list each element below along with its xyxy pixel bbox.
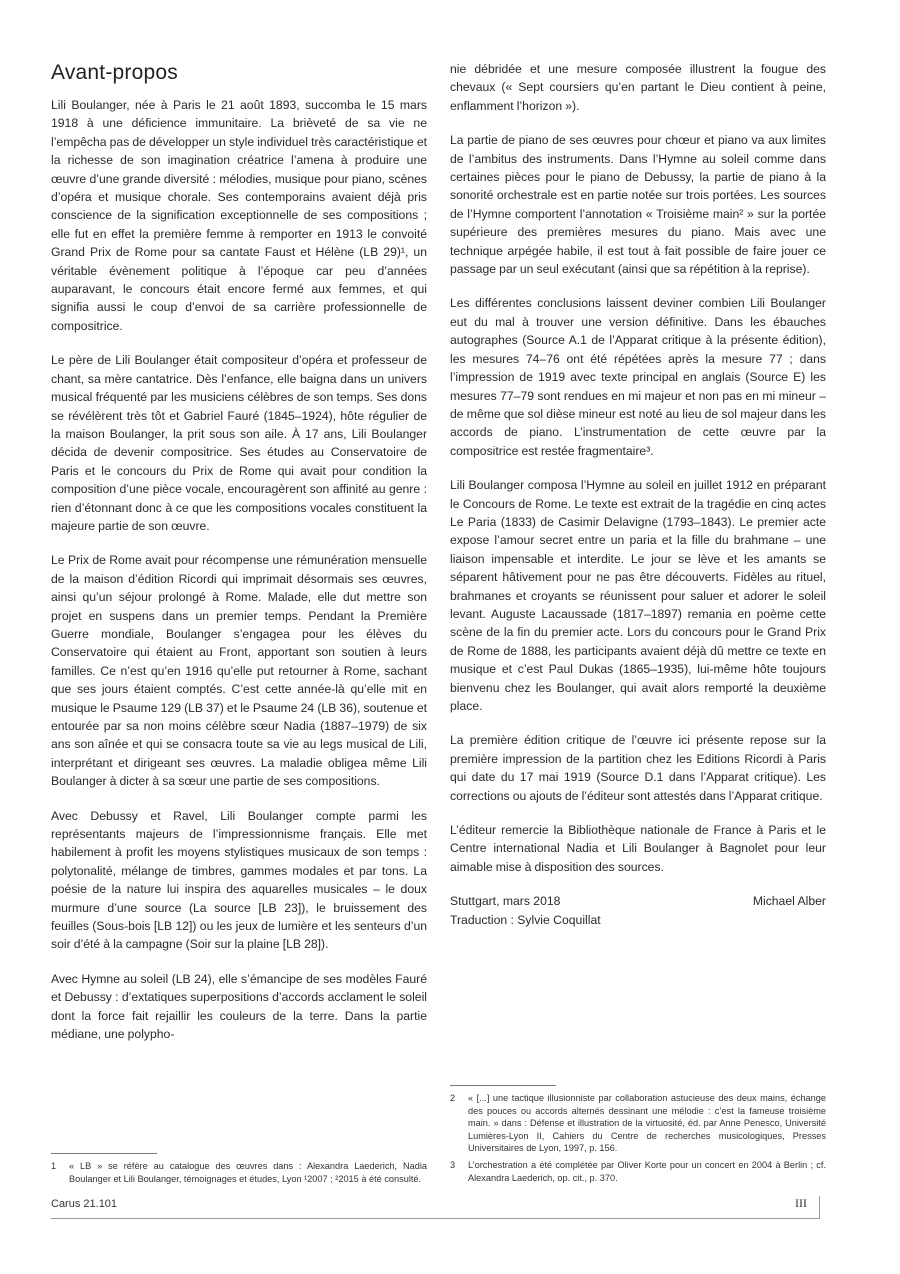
- paragraph: L’éditeur remercie la Bibliothèque nationale de France à Paris et le Centre international Nadia et Lili Boulanger à Bagnolet pour leur aimable mise à disposition des sources.: [450, 823, 826, 874]
- footnote-number: 1: [51, 1161, 57, 1171]
- footnote: [51, 1160, 427, 1185]
- footnote-text: L’orchestration a été complétée par Oliver Korte pour un concert en 2004 à Berlin ; cf. Alexandra Laederich, op. cit., p. 370.: [468, 1159, 826, 1183]
- paragraph: Avec Debussy et Ravel, Lili Boulanger compte parmi les représentants majeurs de l’impressionnisme français. Elle met habilement à profit les moyens stylistiques musicaux de son temps : polytonalité, mélange de timbres, gammes modales et par tons. La poésie de la nature lui inspira des aquarelles musicales – le doux murmure d’une source (La source [LB 23]), le bruissement des feuilles (Sous-bois [LB 12]) ou les jeux de lumière et les senteurs d’un soir d’été à la campagne (Soir sur la plaine [LB 28]).: [51, 808, 427, 952]
- footnote: [450, 1159, 826, 1184]
- footnote-rule-right: [450, 1085, 556, 1086]
- right-column: [450, 60, 826, 929]
- paragraph: Les différentes conclusions laissent deviner combien Lili Boulanger eut du mal à trouver une version définitive. Dans les ébauches autographes (Source A.1 de l’Apparat critique à la présente édition), les mesures 74–76 ont été répétées après la mesure 77 ; dans l’impression de 1919 avec texte principal en anglais (Source E) les mesures 77–79 sont rendues en mi majeur et non pas en mi mineur – de même que sol dièse mineur est noté au lieu de sol majeur dans les accords de piano. L’instrumentation de cette œuvre par la compositrice est restée fragmentaire³.: [450, 296, 826, 458]
- footnotes-right: [450, 1092, 826, 1188]
- paragraph: Le Prix de Rome avait pour récompense une rémunération mensuelle de la maison d’édition Ricordi qui imprimait désormais ses œuvres, ainsi qu’un séjour prolongé à Rome. Malade, elle dut mettre son projet en suspens dans un premier temps. Pendant la Première Guerre mondiale, Boulanger s’engagea pour les élèves du Conservatoire qui étaient au Front, apportant son soutien à leurs familles. Ce n’est qu’en 1916 qu’elle put retourner à Rome, sachant que ses jours étaient comptés. C’est cette année-là qu’elle mit en musique le Psaume 129 (LB 37) et le Psaume 24 (LB 36), soutenue et entourée par sa non moins célèbre sœur Nadia (1887–1979) de six ans son aînée et qui se consacra toute sa vie au legs musical de Lili, interprétant et dirigeant ses œuvres. La maladie obligea même Lili Boulanger à dicter à sa sœur une partie de ses compositions.: [51, 553, 427, 789]
- left-column: [51, 60, 427, 1060]
- footnote-number: 3: [450, 1159, 456, 1170]
- signature-line: [450, 892, 826, 910]
- signature-author: Michael Alber: [752, 894, 826, 909]
- footer-catalog: Carus 21.101: [51, 1198, 118, 1210]
- footnotes-left: [51, 1160, 427, 1189]
- footnote-number: 2: [450, 1093, 456, 1103]
- paragraph: nie débridée et une mesure composée illustrent la fougue des chevaux (« Sept coursiers qu’en partant le Dieu contient à peine, enflamment l’horizon »).: [450, 62, 826, 113]
- footnote-text: « LB » se réfère au catalogue des œuvres dans : Alexandra Laederich, Nadia Boulanger et Lili Boulanger, témoignages et études, Lyon ¹2007 ; ²2015 à été consulté.: [69, 1161, 427, 1184]
- signature-translation: Traduction : Sylvie Coquillat: [450, 912, 601, 927]
- paragraph: Lili Boulanger composa l’Hymne au soleil en juillet 1912 en préparant le Concours de Rome. Le texte est extrait de la tragédie en cinq actes Le Paria (1833) de Casimir Delavigne (1793–1843). Le premier acte expose l’amour secret entre un paria et la fille du brahmane – une liaison impensable et interdite. Le jour se lève et les amants se séparent hâtivement pour ne pas être découverts. Fidèles au rituel, brahmanes et croyants se réunissent pour saluer et adorer le soleil levant. Auguste Lacaussade (1817–1897) remania en poème cette scène de la fin du premier acte. Lors du concours pour le Grand Prix de Rome de 1888, les participants avaient déjà dû mettre ce texte en musique et c’est Paul Dukas (1865–1935), lui-même hôte toujours bienvenu chez les Boulanger, qui avait alors remporté la deuxième place.: [450, 478, 826, 713]
- paragraph: La première édition critique de l’œuvre ici présente repose sur la première impression de la partition chez les Editions Ricordi à Paris qui date du 17 mai 1919 (Source D.1 dans l’Apparat critique). Les corrections ou ajouts de l’éditeur sont attestés dans l’Apparat critique.: [450, 733, 826, 803]
- page-title: Avant-propos: [51, 61, 178, 84]
- signature-place-date: Stuttgart, mars 2018: [450, 894, 561, 909]
- paragraph: Avec Hymne au soleil (LB 24), elle s’émancipe de ses modèles Fauré et Debussy : d’extatiques superpositions d’accords acclament le soleil dont la force fait rejaillir les couleurs de la terre. Dans la partie médiane, une polypho-: [51, 971, 427, 1042]
- footer-rule: [51, 1218, 819, 1219]
- footer-vertical-rule: [819, 1196, 820, 1219]
- footnote-rule-left: [51, 1153, 157, 1154]
- footnote-text: « [...] une tactique illusionniste par collaboration astucieuse des deux mains, échange des pouces ou accords alternés dessinant une mélodie : c’est la fameuse troisième main. » dans : Défense et illustration de la virtuosité, éd. par Anne Penesco, Université Lumières-Lyon II, Cahiers du Centre de recherches musicologiques, Presses Universitaires de Lyon, 1997, p. 156.: [468, 1093, 826, 1154]
- page-number: III: [795, 1196, 807, 1210]
- paragraph: Le père de Lili Boulanger était compositeur d’opéra et professeur de chant, sa mère cantatrice. Dès l’enfance, elle baigna dans un univers musical fréquenté par les musiciens célèbres de son temps. Ses dons se révélèrent très tôt et Gabriel Fauré (1845–1924), hôte régulier de la maison Boulanger, la prit sous son aile. À 17 ans, Lili Boulanger décida de devenir compositrice. Ses études au Conservatoire de Paris et le concours du Prix de Rome qui avait pour condition la composition d’une pièce vocale, encouragèrent son affinité au genre : rien d’étonnant donc à ce que les compositions vocales constituent la majeure partie de son œuvre.: [51, 353, 427, 533]
- paragraph: Lili Boulanger, née à Paris le 21 août 1893, succomba le 15 mars 1918 à une déficience immunitaire. La brièveté de sa vie ne l’empêcha pas de développer un style individuel très caractéristique et la richesse de son imagination créatrice l’amena à produire une œuvre d’une grande diversité : mélodies, musique pour piano, scènes d’opéra et musique chorale. Ses contemporains avaient déjà pris conscience de la signification exceptionnelle de ses compositions ; elle fut en effet la première femme à remporter en 1913 le convoité Grand Prix de Rome pour sa cantate Faust et Hélène (LB 29)¹, un véritable évènement politique à l’époque car peu d’années auparavant, le concours était encore fermé aux femmes, et qui signifia aussi le coup d’envoi de sa carrière professionnelle de compositrice.: [51, 98, 428, 333]
- paragraph: La partie de piano de ses œuvres pour chœur et piano va aux limites de l’ambitus des instruments. Dans l’Hymne au soleil comme dans certaines pièces pour le piano de Debussy, la partie de piano à la sonorité orchestrale est en partie notée sur trois portées. Les sources de l’Hymne comportent l’annotation « Troisième main² » sur la portée supérieure des premières mesures du piano. Mais avec une technique arpégée habile, il est tout à fait possible de faire jouer ce passage par un seul exécutant (ainsi que sa répétition à la reprise).: [450, 133, 826, 277]
- footnote: [450, 1092, 826, 1155]
